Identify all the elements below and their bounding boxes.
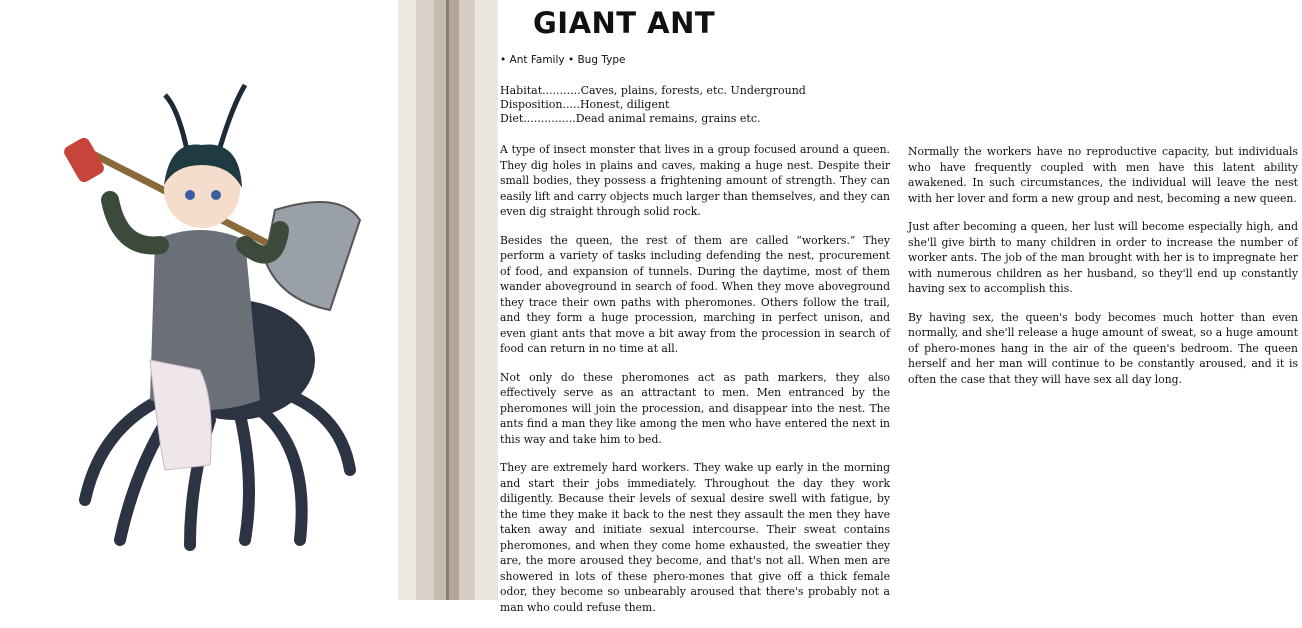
paragraph: Besides the queen, the rest of them are called “workers.” They perform a variety of tasks including defending the nest, procurement of food, and expansion of tunnels. During the daytime, most of them wander aboveground in search of food. When they move aboveground they trace their own paths with pheromones. Others follow the trail, and they form a huge procession, marching in perfect unison, and even giant ants that move a bit away from the procession in search of food can return in no time at all. (500, 233, 890, 355)
stat-disposition: Disposition.....Honest, diligent (500, 98, 670, 111)
left-page (0, 0, 398, 600)
paragraph: Normally the workers have no reproductive capacity, but individuals who have frequently coupled with men have this latent ability awakened. In such circumstances, the individual will leave the nest with her lover and form a new group and nest, becoming a new queen. (908, 145, 1298, 205)
paragraph: They are extremely hard workers. They wake up early in the morning and start their jobs immediately. Throughout the day they work diligently. Because their levels of sexual desire swell with fatigue, by the time they make it back to the nest they assault the men they have taken away and initiate sexual intercourse. Their sweat contains pheromones, and when they come home exhausted, the sweatier they are, the more aroused they become, and that's not all. When men are showered in lots of these phero-mones that give off a thick female odor, they become so unbearably aroused that there's probably not a man who could refuse them. (500, 461, 890, 614)
book-spine (398, 0, 498, 600)
description-column-right (908, 144, 1298, 400)
description-column-left (500, 142, 890, 628)
stat-diet: Diet...............Dead animal remains, grains etc. (500, 112, 761, 125)
paragraph: A type of insect monster that lives in a group focused around a queen. They dig holes in plains and caves, making a huge nest. Despite their small bodies, they possess a frightening amount of strength. They can easily lift and carry objects much larger than themselves, and they can even dig straight through solid rock. (500, 143, 890, 218)
right-page (498, 0, 1302, 614)
entry-tags: • Ant Family • Bug Type (500, 54, 626, 66)
stat-habitat: Habitat...........Caves, plains, forests, etc. Underground (500, 84, 806, 97)
paragraph: Not only do these pheromones act as path markers, they also effectively serve as an attractant to men. Men entranced by the pheromones will join the procession, and disappear into the nest. The ants find a man they like among the men who have entered the next in this way and take him to bed. (500, 370, 890, 446)
paragraph: By having sex, the queen's body becomes much hotter than even normally, and she'll release a huge amount of sweat, so a huge amount of phero-mones hang in the air of the queen's bedroom. The queen herself and her man will continue to be constantly aroused, and it is often the case that they will have sex all day long. (908, 310, 1298, 386)
paragraph: Just after becoming a queen, her lust will become especially high, and she'll give birth to many children in order to increase the number of worker ants. The job of the man brought with her is to impregnate her with numerous children as her husband, so they'll end up constantly having sex to accomplish this. (908, 220, 1298, 295)
entry-stats (500, 84, 806, 126)
entry-title: GIANT ANT (533, 6, 716, 40)
giant-ant-illustration (40, 70, 370, 560)
